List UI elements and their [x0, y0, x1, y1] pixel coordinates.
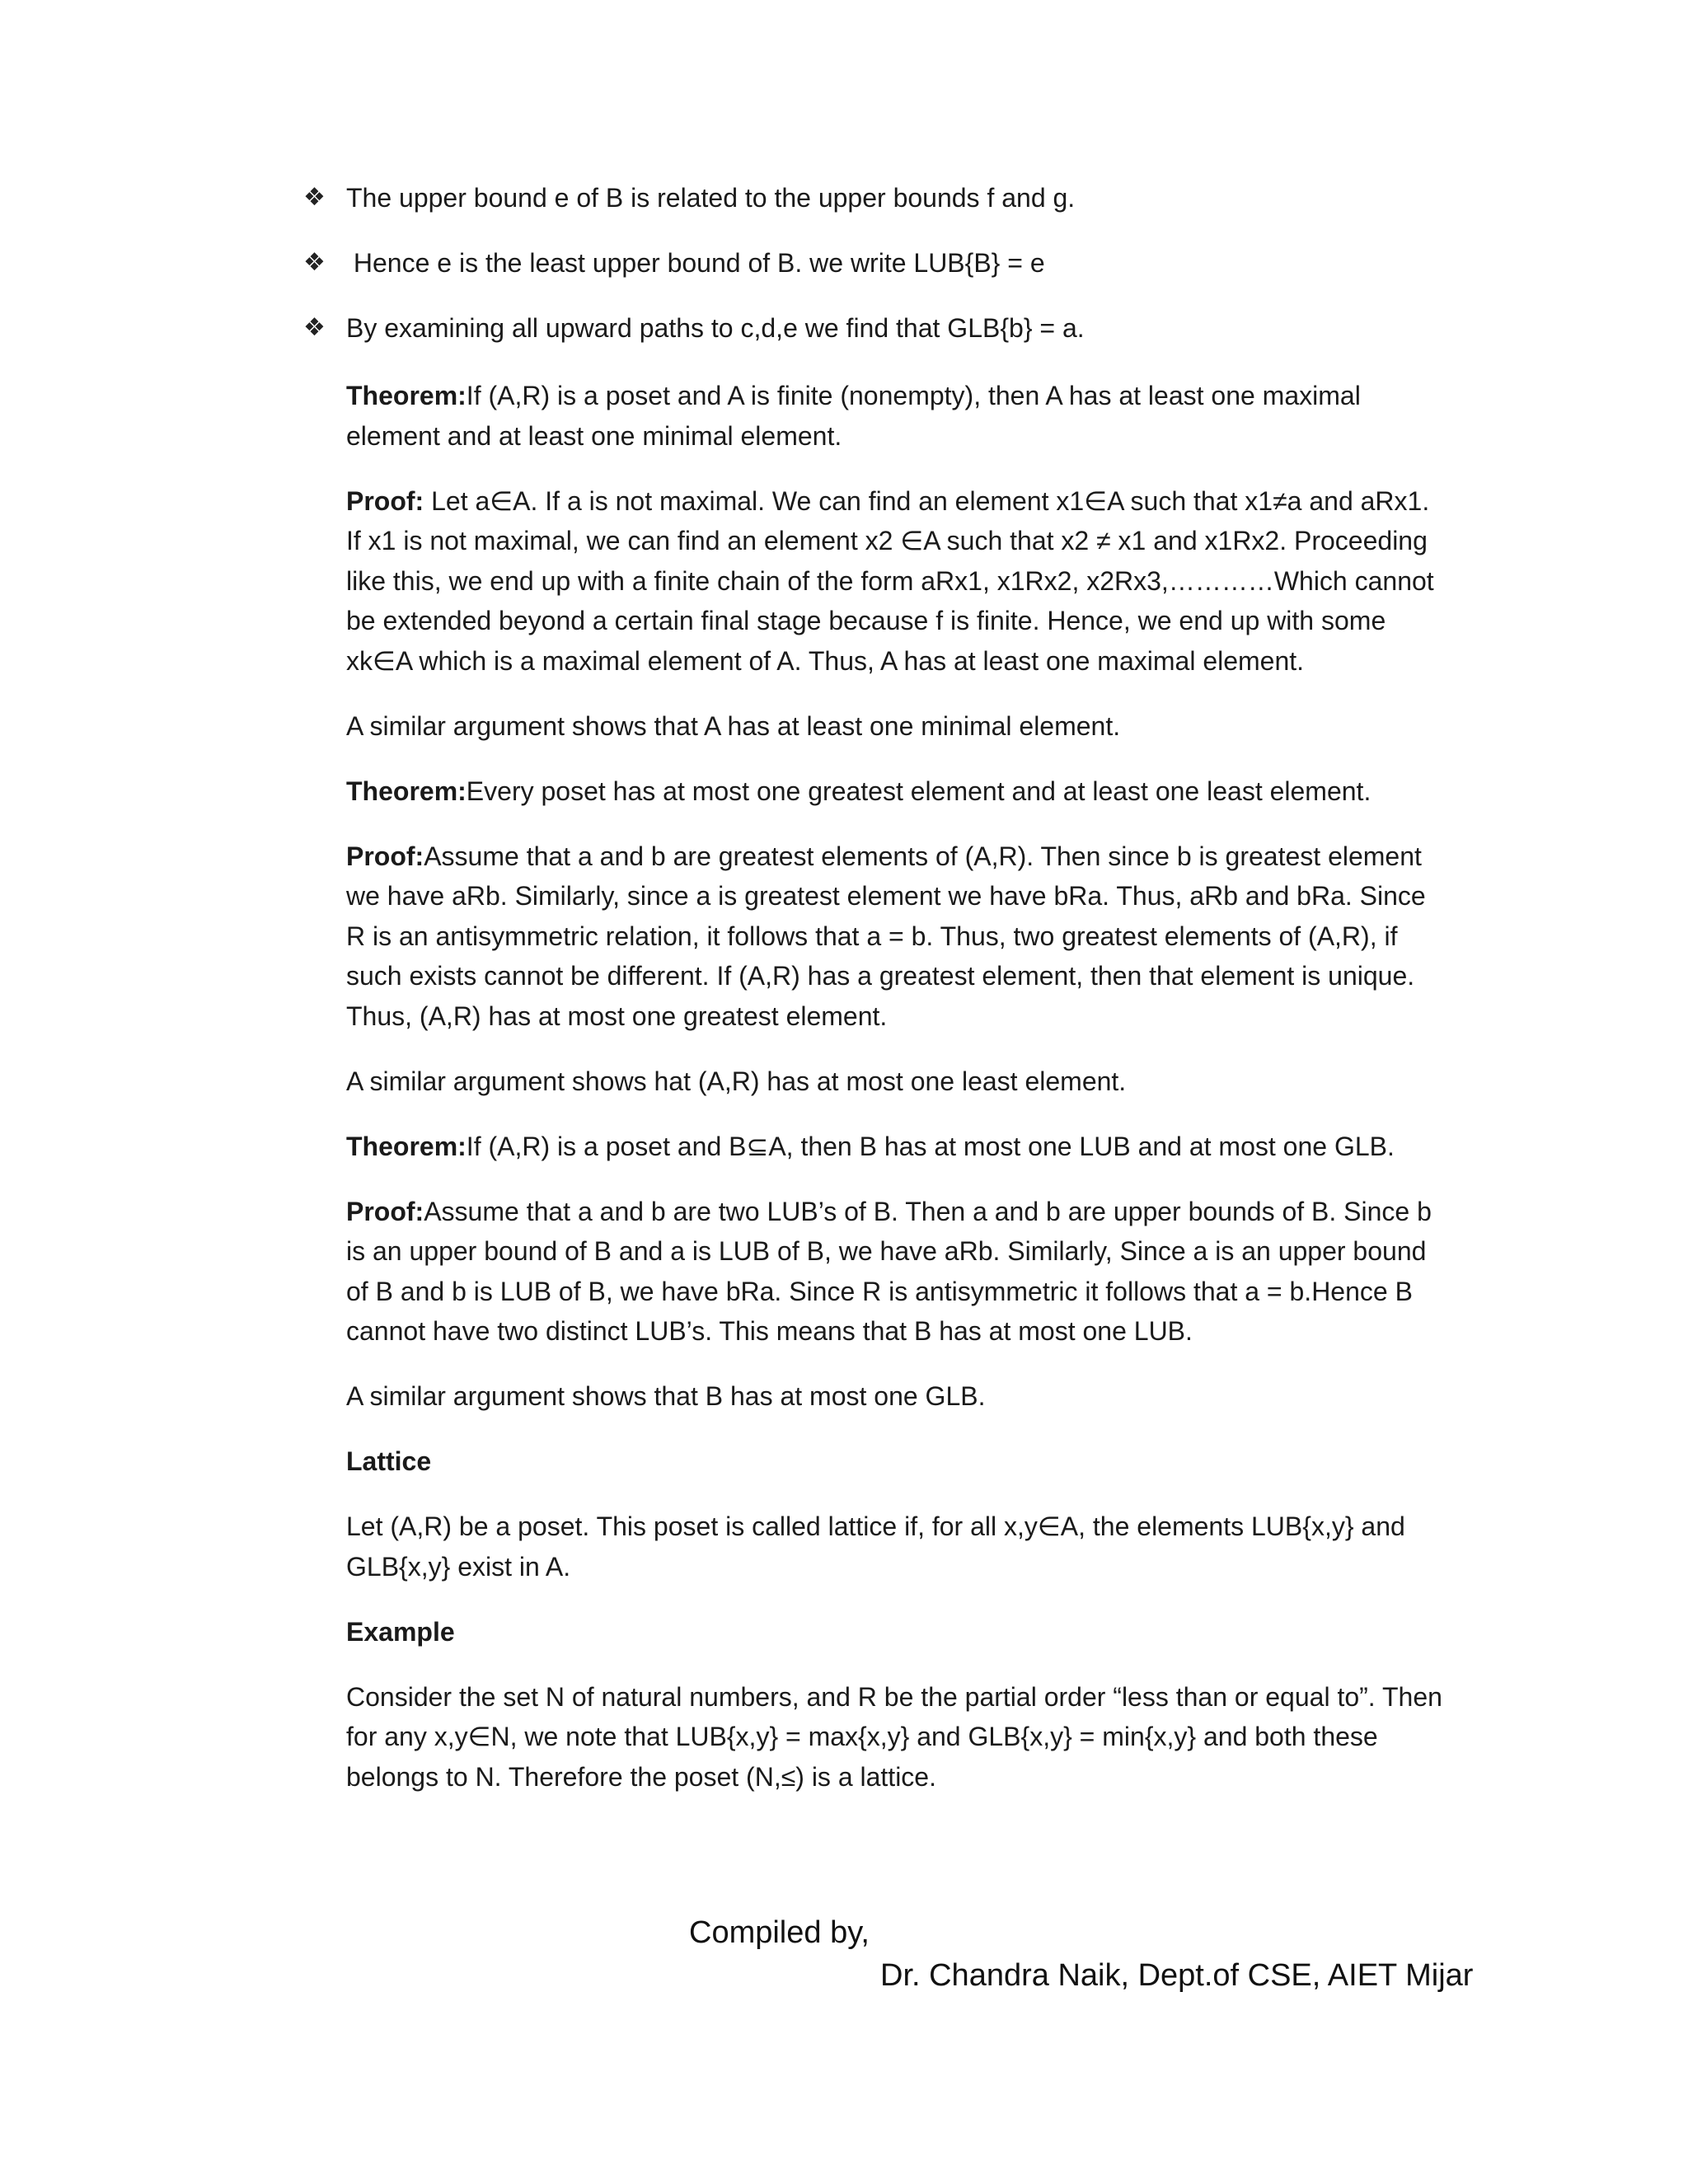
similar-argument-least: A similar argument shows hat (A,R) has at most one least element. — [346, 1066, 1127, 1096]
example-heading: Example — [346, 1616, 455, 1647]
theorem-text: Every poset has at most one greatest element and at least one least element. — [466, 776, 1372, 806]
similar-argument-minimal: A similar argument shows that A has at least one minimal element. — [346, 710, 1121, 741]
proof-text: Let a∈A. If a is not maximal. We can find an element x1∈A such that x1≠a and aRx1. If x1 is not maximal, we can find an element x2 ∈A such that x2 ≠ x1 and x1Rx2. Proceeding like this, we end up with a finite chain of the form aRx1, x1Rx2, x2Rx3,…………Which cannot be extended beyond a certain final stage because f is finite. Hence, we end up with some xk∈A which is a maximal element of A. Thus, A has at least one maximal element. — [346, 485, 1434, 676]
theorem-text: If (A,R) is a poset and A is finite (nonempty), then A has at least one maximal element and at least one minimal element. — [346, 381, 1361, 451]
proof-label: Proof: — [346, 1196, 424, 1226]
example-text: Consider the set N of natural numbers, and R be the partial order “less than or equal to”. Then for any x,y∈N, we note that LUB{x,y} = max{x,y} and GLB{x,y} = min{x,y} and both these belongs to N. Therefore the poset (N,≤) is a lattice. — [346, 1681, 1442, 1792]
diamond-bullet-icon: ❖ — [303, 314, 326, 341]
theorem-max-min-paragraph — [346, 376, 1451, 456]
footer-compiled-by: Compiled by, — [689, 1915, 870, 1950]
diamond-bullet-icon: ❖ — [303, 249, 326, 276]
bullet-list — [303, 178, 1457, 373]
proof-greatest-paragraph — [346, 837, 1451, 1037]
bullet-text: The upper bound e of B is related to the upper bounds f and g. — [346, 183, 1076, 213]
theorem-lub-glb-paragraph — [346, 1127, 1451, 1167]
document-body — [346, 376, 1451, 1822]
theorem-greatest-paragraph — [346, 771, 1451, 812]
proof-max-min-paragraph — [346, 481, 1451, 682]
bullet-text: Hence e is the least upper bound of B. we write LUB{B} = e — [346, 248, 1045, 278]
similar-argument-glb: A similar argument shows that B has at most one GLB. — [346, 1381, 986, 1411]
footer-author: Dr. Chandra Naik, Dept.of CSE, AIET Mijar — [880, 1958, 1474, 1993]
list-item — [303, 243, 1457, 308]
proof-text: Assume that a and b are two LUB’s of B. Then a and b are upper bounds of B. Since b is an upper bound of B and a is LUB of B, we have aRb. Similarly, Since a is an upper bound of B and b is LUB of B, we have bRa. Since R is antisymmetric it follows that a = b.Hence B cannot have two distinct LUB’s. This means that B has at most one LUB. — [346, 1196, 1432, 1346]
lattice-heading: Lattice — [346, 1446, 432, 1476]
lattice-definition: Let (A,R) be a poset. This poset is called lattice if, for all x,y∈A, the elements LUB{x,y} and GLB{x,y} exist in A. — [346, 1511, 1405, 1582]
proof-label: Proof: — [346, 485, 424, 516]
list-item — [303, 178, 1457, 243]
theorem-label: Theorem: — [346, 381, 467, 410]
proof-text: Assume that a and b are greatest elements of (A,R). Then since b is greatest element we have aRb. Similarly, since a is greatest element we have bRa. Thus, aRb and bRa. Since R is an antisymmetric relation, it follows that a = b. Thus, two greatest elements of (A,R), if such exists cannot be different. If (A,R) has a greatest element, then that element is unique. Thus, (A,R) has at most one greatest element. — [346, 841, 1426, 1031]
theorem-label: Theorem: — [346, 776, 467, 806]
theorem-text: If (A,R) is a poset and B⊆A, then B has at most one LUB and at most one GLB. — [466, 1131, 1395, 1161]
diamond-bullet-icon: ❖ — [303, 184, 326, 211]
proof-label: Proof: — [346, 841, 424, 871]
list-item — [303, 308, 1457, 373]
theorem-label: Theorem: — [346, 1131, 467, 1161]
bullet-text: By examining all upward paths to c,d,e we find that GLB{b} = a. — [346, 313, 1085, 343]
proof-lub-glb-paragraph — [346, 1192, 1451, 1352]
